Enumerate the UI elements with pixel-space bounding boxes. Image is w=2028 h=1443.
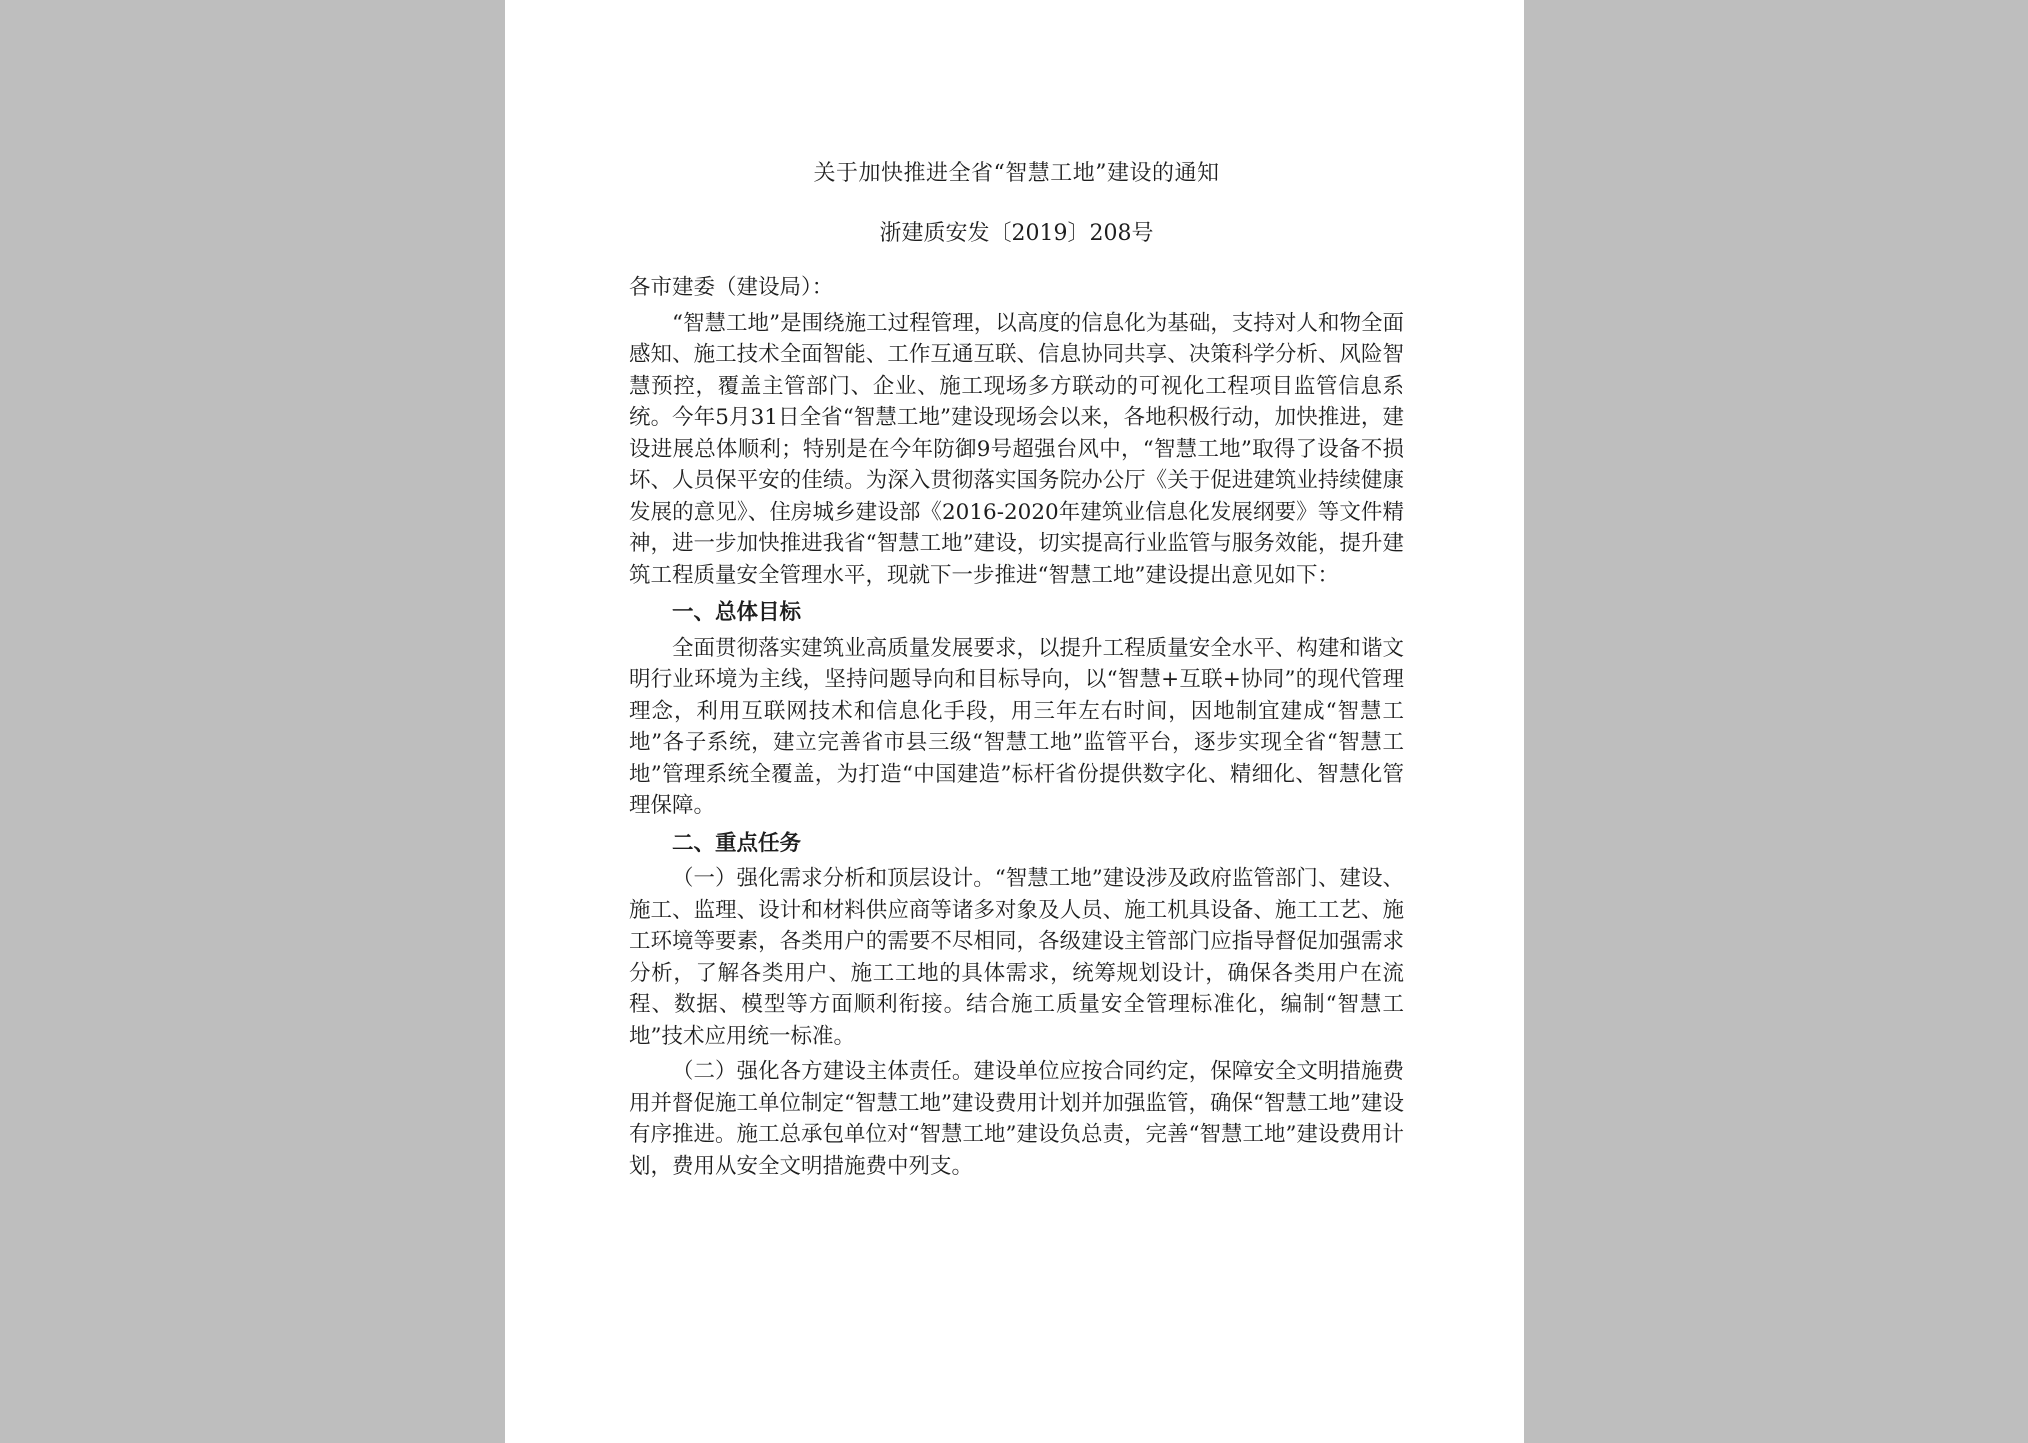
salutation: 各市建委（建设局）：	[629, 275, 834, 300]
section-heading-goals: 一、总体目标	[672, 600, 802, 625]
task-paragraph-1: （一）强化需求分析和顶层设计。“智慧工地”建设涉及政府监管部门、建设、施工、监理、设计和材料供应商等诸多对象及人员、施工机具设备、施工工艺、施工环境等要素，各类用户的需要不尽相同，各级建设主管部门应指导督促加强需求分析，了解各类用户、施工工地的具体需求，统筹规划设计，确保各类用户在流程、数据、模型等方面顺利衔接。结合施工质量安全管理标准化，编制“智慧工地”技术应用统一标准。	[629, 866, 1404, 1049]
document-body	[629, 150, 1404, 1182]
document-number: 浙建质安发〔2019〕208号	[879, 221, 1154, 246]
goals-paragraph: 全面贯彻落实建筑业高质量发展要求，以提升工程质量安全水平、构建和谐文明行业环境为主线，坚持问题导向和目标导向，以“智慧+互联+协同”的现代管理理念，利用互联网技术和信息化手段，用三年左右时间，因地制宜建成“智慧工地”各子系统，建立完善省市县三级“智慧工地”监管平台，逐步实现全省“智慧工地”管理系统全覆盖，为打造“中国建造”标杆省份提供数字化、精细化、智慧化管理保障。	[629, 635, 1404, 818]
document-title: 关于加快推进全省“智慧工地”建设的通知	[813, 161, 1220, 186]
section-heading-tasks: 二、重点任务	[672, 830, 802, 856]
intro-paragraph: “智慧工地”是围绕施工过程管理，以高度的信息化为基础，支持对人和物全面感知、施工技术全面智能、工作互通互联、信息协同共享、决策科学分析、风险智慧预控，覆盖主管部门、企业、施工现场多方联动的可视化工程项目监管信息系统。今年5月31日全省“智慧工地”建设现场会以来，各地积极行动，加快推进，建设进展总体顺利；特别是在今年防御9号超强台风中，“智慧工地”取得了设备不损坏、人员保平安的佳绩。为深入贯彻落实国务院办公厅《关于促进建筑业持续健康发展的意见》、住房城乡建设部《2016-2020年建筑业信息化发展纲要》等文件精神，进一步加快推进我省“智慧工地”建设，切实提高行业监管与服务效能，提升建筑工程质量安全管理水平，现就下一步推进“智慧工地”建设提出意见如下：	[629, 310, 1404, 588]
document-page	[505, 0, 1524, 1443]
task-paragraph-2: （二）强化各方建设主体责任。建设单位应按合同约定，保障安全文明措施费用并督促施工单位制定“智慧工地”建设费用计划并加强监管，确保“智慧工地”建设有序推进。施工总承包单位对“智慧工地”建设负总责，完善“智慧工地”建设费用计划，费用从安全文明措施费中列支。	[629, 1059, 1404, 1179]
